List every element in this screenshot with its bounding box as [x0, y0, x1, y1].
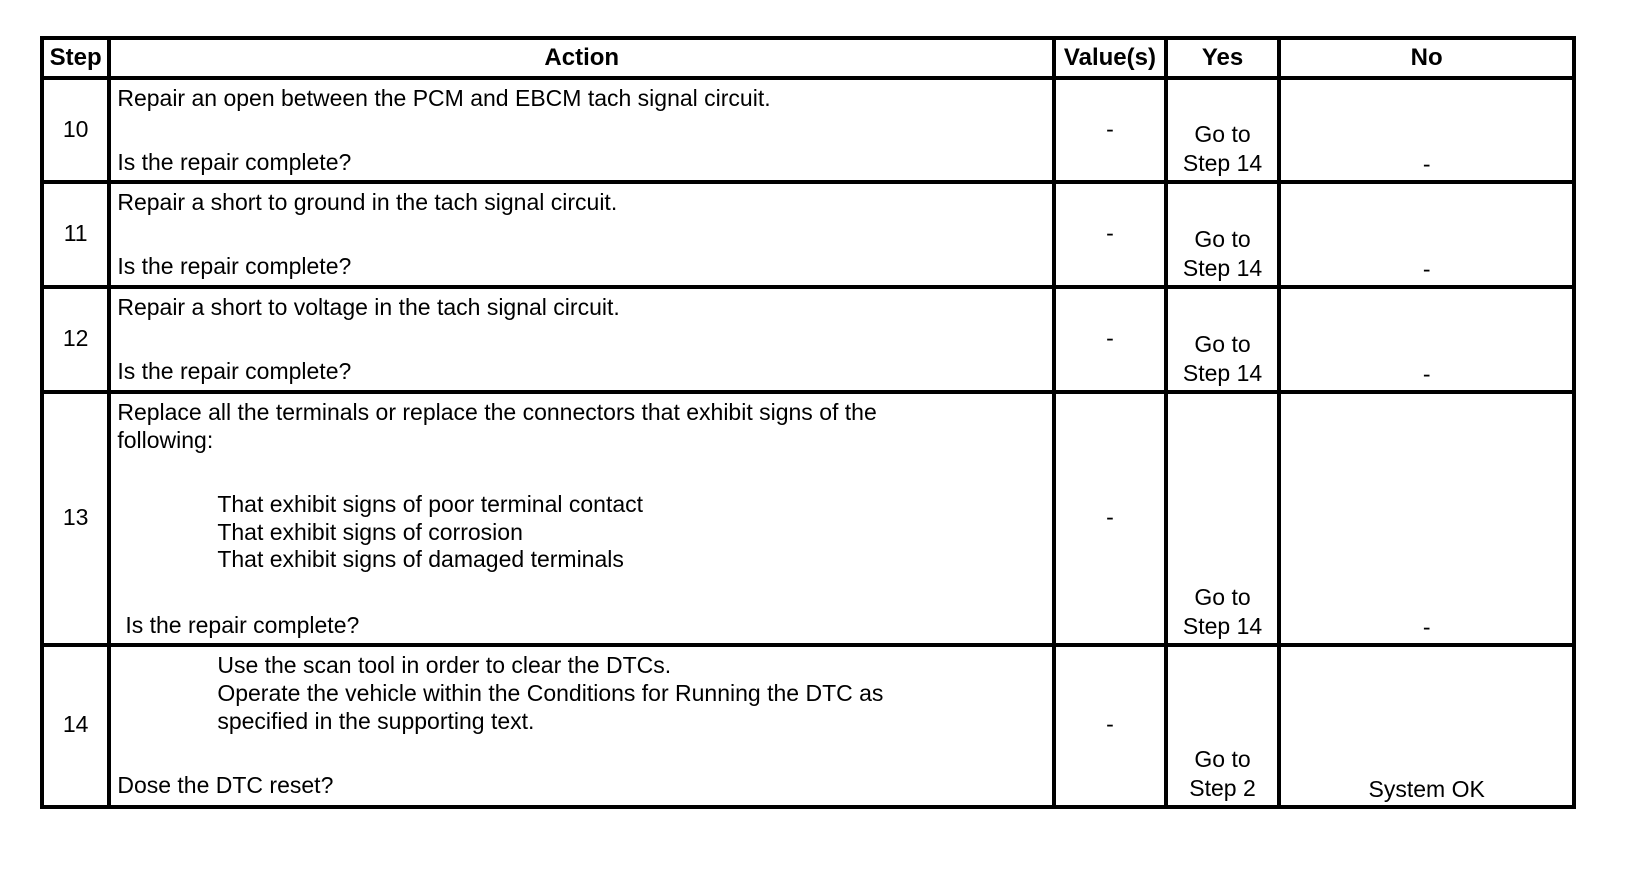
table-row — [42, 287, 1574, 392]
action-question: Is the repair complete? — [117, 358, 352, 384]
yes-line-1: Go to — [1194, 331, 1251, 357]
yes-cell — [1168, 583, 1278, 641]
value-cell: - — [1106, 116, 1114, 142]
value-cell: - — [1106, 325, 1114, 351]
yes-line-2: Step 14 — [1182, 360, 1263, 386]
list-item: specified in the supporting text. — [217, 708, 535, 734]
header-values: Value(s) — [1054, 38, 1166, 78]
no-cell: - — [1422, 361, 1431, 387]
yes-cell — [1168, 330, 1278, 388]
yes-line-1: Go to — [1194, 746, 1251, 772]
value-cell: - — [1106, 504, 1114, 530]
header-row — [42, 38, 1574, 78]
value-cell: - — [1106, 711, 1114, 737]
action-text: Repair a short to voltage in the tach signal circuit. — [117, 294, 620, 320]
step-number: 14 — [62, 711, 89, 737]
action-question: Is the repair complete? — [117, 149, 352, 175]
list-item: That exhibit signs of corrosion — [217, 519, 523, 545]
yes-line-1: Go to — [1194, 226, 1251, 252]
action-text-line-2: following: — [117, 427, 214, 453]
yes-line-2: Step 14 — [1182, 150, 1263, 176]
list-item: Operate the vehicle within the Conditions for Running the DTC as — [217, 680, 884, 706]
yes-line-1: Go to — [1194, 121, 1251, 147]
step-number: 12 — [62, 325, 89, 351]
action-text-line-1: Replace all the terminals or replace the connectors that exhibit signs of the — [117, 399, 877, 425]
yes-line-2: Step 14 — [1182, 255, 1263, 281]
step-number: 10 — [62, 116, 89, 142]
header-yes: Yes — [1166, 38, 1280, 78]
action-question: Dose the DTC reset? — [117, 772, 334, 798]
no-cell: - — [1422, 256, 1431, 282]
header-step: Step — [42, 38, 109, 78]
list-item: Use the scan tool in order to clear the DTCs. — [217, 652, 672, 678]
header-action: Action — [109, 38, 1054, 78]
yes-line-1: Go to — [1194, 584, 1251, 610]
header-no: No — [1279, 38, 1574, 78]
yes-cell — [1168, 745, 1278, 803]
no-cell: System OK — [1368, 776, 1485, 802]
no-cell: - — [1422, 151, 1431, 177]
table-row — [42, 78, 1574, 182]
table-row — [42, 182, 1574, 287]
no-cell: - — [1422, 614, 1431, 640]
value-cell: - — [1106, 220, 1114, 246]
action-question: Is the repair complete? — [125, 612, 360, 638]
yes-line-2: Step 2 — [1189, 775, 1256, 801]
list-item: That exhibit signs of poor terminal contact — [217, 491, 644, 517]
table-row — [42, 392, 1574, 645]
table-row — [42, 645, 1574, 807]
yes-cell — [1168, 120, 1278, 178]
yes-cell — [1168, 225, 1278, 283]
action-text: Repair a short to ground in the tach signal circuit. — [117, 189, 618, 215]
step-number: 11 — [63, 220, 88, 246]
yes-line-2: Step 14 — [1182, 613, 1263, 639]
step-number: 13 — [62, 504, 89, 530]
diagnostic-table — [40, 36, 1576, 809]
list-item: That exhibit signs of damaged terminals — [217, 546, 624, 572]
action-text: Repair an open between the PCM and EBCM tach signal circuit. — [117, 85, 771, 111]
action-question: Is the repair complete? — [117, 253, 352, 279]
